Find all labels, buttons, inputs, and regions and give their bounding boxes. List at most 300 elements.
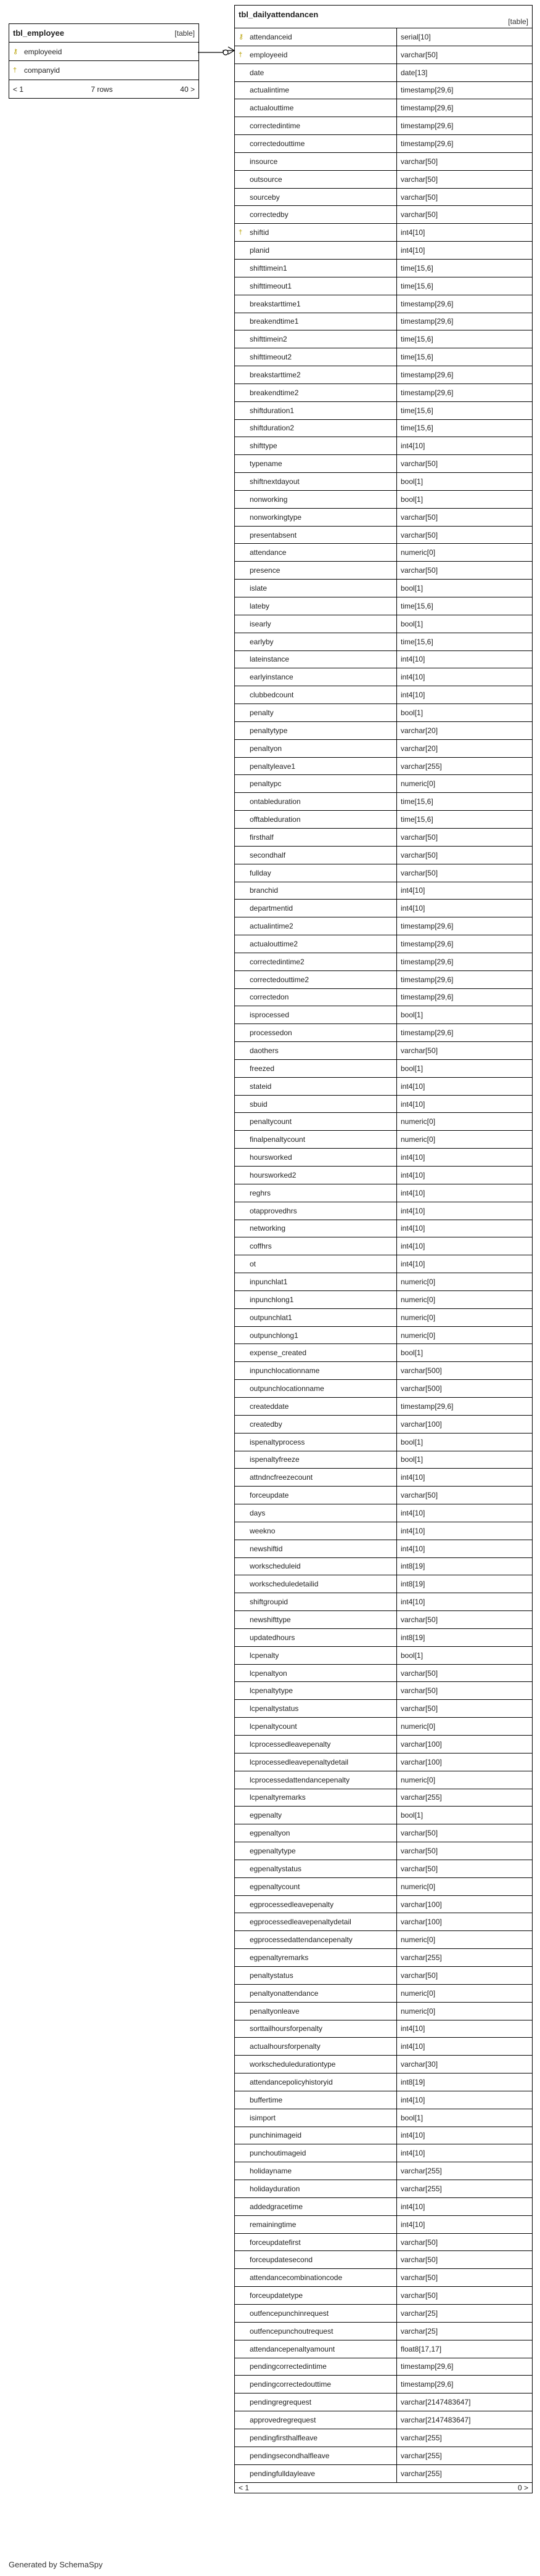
column-name-cell[interactable] (235, 668, 397, 686)
column-row (235, 1434, 532, 1451)
column-name-cell[interactable] (235, 1718, 397, 1735)
column-name-cell[interactable] (235, 1327, 397, 1344)
column-row (235, 935, 532, 953)
column-name-cell[interactable] (235, 242, 397, 259)
column-name: days (250, 1508, 266, 1517)
column-type-cell: numeric[0] (401, 1882, 436, 1891)
column-type-cell: varchar[255] (401, 2184, 442, 2194)
column-name: lcprocessedattendancepenalty (250, 1775, 350, 1784)
column-row (235, 1006, 532, 1024)
column-name-cell[interactable] (235, 1860, 397, 1877)
column-row (235, 384, 532, 402)
column-name-cell[interactable] (235, 117, 397, 134)
column-name: workscheduledurationtype (250, 2060, 336, 2069)
column-name-cell[interactable] (235, 1558, 397, 1575)
column-type-cell: int4[10] (401, 2220, 425, 2229)
column-name-cell[interactable] (235, 971, 397, 988)
column-name-cell[interactable] (235, 1398, 397, 1415)
column-name-cell[interactable] (235, 1931, 397, 1948)
column-name: pendingcorrectedintime (250, 2362, 327, 2371)
column-name-cell[interactable] (235, 1754, 397, 1771)
column-name-cell[interactable] (235, 1416, 397, 1433)
column-name: outsource (250, 174, 282, 184)
column-row (235, 2198, 532, 2216)
column-name-cell[interactable] (235, 366, 397, 384)
column-type-cell: int4[10] (401, 1170, 425, 1179)
column-name: newshiftid (250, 1544, 283, 1553)
column-name: updatedhours (250, 1633, 295, 1642)
column-name-cell[interactable] (9, 43, 198, 60)
column-name: earlyinstance (250, 673, 293, 682)
column-name-cell[interactable] (235, 2393, 397, 2411)
column-row (235, 2003, 532, 2020)
column-name-cell[interactable] (235, 1771, 397, 1789)
column-name: breakstarttime1 (250, 299, 301, 308)
column-name-cell[interactable] (235, 1487, 397, 1504)
column-name-cell[interactable] (235, 1078, 397, 1095)
children-count: 40 > (180, 84, 195, 94)
column-type-cell: timestamp[29,6] (401, 957, 454, 966)
column-type-cell: timestamp[29,6] (401, 1401, 454, 1411)
column-row (235, 171, 532, 189)
column-row (235, 1167, 532, 1184)
column-type-cell: varchar[255] (401, 2433, 442, 2442)
column-name-cell[interactable] (235, 722, 397, 739)
column-name-cell[interactable] (235, 2411, 397, 2429)
column-name: createdby (250, 1419, 282, 1429)
column-row (235, 1416, 532, 1434)
parents-count: < 1 (13, 84, 24, 94)
column-name-cell[interactable] (235, 580, 397, 597)
column-name-cell[interactable] (235, 1878, 397, 1895)
column-type-cell: int4[10] (401, 691, 425, 700)
column-name-cell[interactable] (235, 455, 397, 472)
column-name-cell[interactable] (235, 1789, 397, 1807)
column-name-cell[interactable] (235, 1540, 397, 1557)
column-type-cell: varchar[50] (401, 566, 438, 575)
column-name-cell[interactable] (235, 1273, 397, 1290)
column-row (235, 2020, 532, 2038)
column-type-cell: varchar[50] (401, 192, 438, 202)
column-name-cell[interactable] (235, 2340, 397, 2358)
column-row (235, 2162, 532, 2180)
column-name-cell[interactable] (235, 2127, 397, 2144)
column-row (235, 1078, 532, 1096)
column-name: stateid (250, 1081, 272, 1091)
column-name: holidayduration (250, 2184, 300, 2194)
column-name-cell[interactable] (235, 2287, 397, 2304)
column-name-cell[interactable] (235, 544, 397, 561)
column-name-cell[interactable] (235, 2216, 397, 2233)
column-name-cell[interactable] (235, 295, 397, 313)
column-row (235, 1913, 532, 1931)
column-row (235, 2287, 532, 2305)
column-row (235, 1042, 532, 1060)
column-name-cell[interactable] (235, 1362, 397, 1379)
column-name: lcpenaltycount (250, 1722, 297, 1731)
column-type-cell: varchar[50] (401, 2238, 438, 2247)
column-name-cell[interactable] (235, 900, 397, 917)
column-type-cell: varchar[50] (401, 1864, 438, 1873)
column-name: inpunchlong1 (250, 1295, 294, 1304)
column-type-cell: numeric[0] (401, 779, 436, 789)
column-name: islate (250, 584, 268, 593)
column-row (235, 1344, 532, 1362)
column-name-cell[interactable] (235, 775, 397, 792)
column-name-cell[interactable] (235, 224, 397, 241)
column-type-cell: numeric[0] (401, 1331, 436, 1340)
column-row (235, 2376, 532, 2393)
column-name-cell[interactable] (235, 1380, 397, 1397)
column-name-cell[interactable] (235, 1131, 397, 1148)
column-name-cell[interactable] (235, 402, 397, 419)
column-name: newshifttype (250, 1615, 291, 1625)
column-name-cell[interactable] (235, 509, 397, 526)
column-type-cell: bool[1] (401, 1064, 423, 1073)
column-type-cell: bool[1] (401, 494, 423, 504)
column-name: penalty (250, 708, 274, 717)
column-type-cell: timestamp[29,6] (401, 139, 454, 148)
column-name-cell[interactable] (235, 1309, 397, 1326)
column-type-cell: numeric[0] (401, 1117, 436, 1126)
column-row (235, 224, 532, 242)
column-type-cell: int4[10] (401, 1598, 425, 1607)
primary-key-icon: ⚷ (13, 48, 18, 55)
column-row (235, 509, 532, 527)
column-type-cell: varchar[50] (401, 2291, 438, 2300)
column-name-cell[interactable] (235, 847, 397, 864)
column-name-cell[interactable] (235, 1255, 397, 1273)
column-type-cell: int4[10] (401, 2042, 425, 2051)
column-row (235, 1113, 532, 1131)
column-name-cell[interactable] (235, 28, 397, 46)
column-name-cell[interactable] (235, 384, 397, 401)
column-name-cell[interactable] (235, 651, 397, 668)
column-name: workscheduleid (250, 1562, 301, 1571)
column-name-cell[interactable] (235, 1042, 397, 1059)
column-row (235, 1362, 532, 1380)
employee-table-name[interactable]: tbl_employee (13, 28, 65, 38)
column-name-cell[interactable] (235, 1202, 397, 1220)
column-name-cell[interactable] (235, 473, 397, 490)
column-name: typename (250, 459, 282, 469)
attendance-table (234, 5, 533, 2493)
column-name: correctedouttime (250, 139, 305, 148)
column-row (235, 1131, 532, 1149)
column-name-cell[interactable] (235, 1647, 397, 1664)
column-name-cell[interactable] (235, 135, 397, 152)
column-row (235, 2323, 532, 2340)
column-name-cell[interactable] (235, 99, 397, 117)
column-name-cell[interactable] (235, 2376, 397, 2393)
column-row (235, 811, 532, 829)
column-name-cell[interactable] (235, 189, 397, 206)
column-name: daothers (250, 1046, 279, 1056)
column-name: earlyby (250, 637, 274, 646)
column-name-cell[interactable] (235, 615, 397, 633)
column-type-cell: timestamp[29,6] (401, 388, 454, 397)
column-row (9, 43, 198, 61)
column-type-cell: numeric[0] (401, 1935, 436, 1945)
column-name-cell[interactable] (235, 953, 397, 970)
column-row (235, 295, 532, 313)
column-name-cell[interactable] (235, 206, 397, 223)
column-name-cell[interactable] (235, 1949, 397, 1966)
column-name-cell[interactable] (235, 1167, 397, 1184)
column-name: actualintime2 (250, 922, 293, 931)
column-name: attendance (250, 548, 287, 557)
column-name-cell[interactable] (235, 917, 397, 935)
column-row (235, 1220, 532, 1238)
column-type-cell: numeric[0] (401, 1135, 436, 1144)
column-name-cell[interactable] (235, 597, 397, 615)
column-name-cell[interactable] (235, 1736, 397, 1753)
column-row (235, 544, 532, 562)
column-name-cell[interactable] (235, 1611, 397, 1628)
column-type-cell: int4[10] (401, 1260, 425, 1269)
column-name: weekno (250, 1526, 276, 1535)
column-name-cell[interactable] (235, 277, 397, 295)
column-name-cell[interactable] (235, 686, 397, 703)
column-name-cell[interactable] (235, 2074, 397, 2091)
column-name-cell[interactable] (235, 1593, 397, 1610)
column-type-cell: varchar[20] (401, 744, 438, 753)
column-name-cell[interactable] (235, 2038, 397, 2055)
column-name-cell[interactable] (235, 1237, 397, 1255)
column-name-cell[interactable] (235, 2198, 397, 2215)
column-name-cell[interactable] (235, 2180, 397, 2197)
column-row (235, 2144, 532, 2162)
column-name: ot (250, 1260, 256, 1269)
column-name: outpunchlat1 (250, 1313, 292, 1322)
column-type-cell: numeric[0] (401, 548, 436, 557)
column-row (235, 189, 532, 207)
column-name-cell[interactable] (235, 2109, 397, 2127)
column-type-cell: timestamp[29,6] (401, 121, 454, 131)
column-type-cell: varchar[50] (401, 1491, 438, 1500)
column-name-cell[interactable] (235, 348, 397, 366)
column-name-cell[interactable] (235, 1629, 397, 1646)
column-name: egpenaltycount (250, 1882, 300, 1891)
column-name-cell[interactable] (235, 1807, 397, 1824)
column-name-cell[interactable] (235, 1824, 397, 1842)
column-row (235, 1896, 532, 1914)
column-row (235, 1647, 532, 1665)
column-name-cell[interactable] (235, 1184, 397, 1202)
column-name-cell[interactable] (9, 61, 198, 80)
column-name: shiftnextdayout (250, 477, 300, 486)
column-name: employeeid (250, 50, 288, 59)
column-name-cell[interactable] (235, 1504, 397, 1522)
column-type-cell: varchar[50] (401, 1046, 438, 1056)
column-name-cell[interactable] (235, 882, 397, 900)
column-name-cell[interactable] (235, 420, 397, 437)
column-row (235, 1024, 532, 1042)
column-type-cell: varchar[50] (401, 868, 438, 877)
column-row (235, 1665, 532, 1683)
column-name-cell[interactable] (235, 2234, 397, 2251)
column-name-cell[interactable] (235, 1344, 397, 1361)
column-name: sorttailhoursforpenalty (250, 2024, 323, 2033)
column-type-cell: int4[10] (401, 1508, 425, 1517)
column-type-cell: int4[10] (401, 1188, 425, 1197)
column-type-cell: bool[1] (401, 1011, 423, 1020)
column-name-cell[interactable] (235, 989, 397, 1006)
column-name: egprocessedleavepenaltydetail (250, 1918, 351, 1927)
column-name-cell[interactable] (235, 2020, 397, 2038)
column-name: breakendtime2 (250, 388, 299, 397)
column-row (235, 1184, 532, 1202)
column-name-cell[interactable] (235, 2162, 397, 2180)
column-name-cell[interactable] (235, 1682, 397, 1699)
column-name-cell[interactable] (235, 2429, 397, 2447)
column-name-cell[interactable] (235, 1149, 397, 1166)
column-name: lateby (250, 601, 270, 610)
column-name-cell[interactable] (235, 1434, 397, 1451)
column-type-cell: timestamp[29,6] (401, 975, 454, 984)
column-name-cell[interactable] (235, 704, 397, 721)
column-name: outpunchlocationname (250, 1384, 324, 1393)
column-name-cell[interactable] (235, 1451, 397, 1469)
column-name-cell[interactable] (235, 1913, 397, 1930)
column-name-cell[interactable] (235, 935, 397, 953)
column-name-cell[interactable] (235, 2091, 397, 2109)
column-name-cell[interactable] (235, 1842, 397, 1860)
column-row (235, 793, 532, 811)
column-name-cell[interactable] (235, 811, 397, 828)
column-name-cell[interactable] (235, 1291, 397, 1308)
column-name: egprocessedattendancepenalty (250, 1935, 353, 1945)
column-row (235, 1469, 532, 1487)
column-type-cell: time[15,6] (401, 263, 433, 273)
column-name-cell[interactable] (235, 527, 397, 544)
column-name: shiftid (250, 228, 269, 237)
column-name-cell[interactable] (235, 562, 397, 579)
column-name-cell[interactable] (235, 1700, 397, 1717)
column-name-cell[interactable] (235, 1575, 397, 1593)
column-row (235, 1398, 532, 1416)
column-name-cell[interactable] (235, 1060, 397, 1077)
column-name-cell[interactable] (235, 2144, 397, 2162)
column-name: remainingtime (250, 2220, 297, 2229)
column-type-cell: varchar[100] (401, 1419, 442, 1429)
column-row (235, 651, 532, 669)
column-row (235, 260, 532, 277)
attendance-table-name[interactable]: tbl_dailyattendancen (239, 10, 319, 19)
column-name: lateinstance (250, 655, 290, 664)
column-name-cell[interactable] (235, 1522, 397, 1540)
column-name-cell[interactable] (235, 740, 397, 757)
column-name-cell[interactable] (235, 491, 397, 508)
column-row (235, 971, 532, 989)
column-name-cell[interactable] (235, 829, 397, 846)
column-name-cell[interactable] (235, 260, 397, 277)
column-row (235, 989, 532, 1007)
column-name: penaltyonleave (250, 2006, 300, 2016)
column-name-cell[interactable] (235, 1469, 397, 1486)
column-type-cell: varchar[50] (401, 1686, 438, 1696)
column-row (235, 1451, 532, 1469)
column-name-cell[interactable] (235, 313, 397, 330)
column-name-cell[interactable] (235, 2447, 397, 2464)
column-name-cell[interactable] (235, 153, 397, 170)
column-name-cell[interactable] (235, 1665, 397, 1682)
column-type-cell: int8[19] (401, 1580, 425, 1589)
column-row (235, 1736, 532, 1754)
column-name-cell[interactable] (235, 2269, 397, 2286)
column-type-cell: int4[10] (401, 228, 425, 237)
column-name-cell[interactable] (235, 2358, 397, 2376)
column-name: correctedintime2 (250, 957, 305, 966)
column-type-cell: time[15,6] (401, 797, 433, 806)
column-name: actualhoursforpenalty (250, 2042, 321, 2051)
column-type-cell: varchar[20] (401, 726, 438, 735)
column-name-cell[interactable] (235, 2305, 397, 2322)
column-row (235, 1273, 532, 1291)
column-name-cell[interactable] (235, 2251, 397, 2268)
column-name: presence (250, 566, 280, 575)
column-name-cell[interactable] (235, 1096, 397, 1113)
column-name: lcprocessedleavepenalty (250, 1739, 331, 1749)
column-row (235, 758, 532, 776)
column-row (235, 1807, 532, 1824)
column-row (9, 61, 198, 80)
column-name: shifttimein1 (250, 263, 287, 273)
column-name-cell[interactable] (235, 2323, 397, 2340)
column-name-cell[interactable] (235, 171, 397, 188)
column-name-cell[interactable] (235, 1985, 397, 2002)
column-name-cell[interactable] (235, 633, 397, 650)
column-name-cell[interactable] (235, 2056, 397, 2073)
column-row (235, 313, 532, 331)
column-name-cell[interactable] (235, 82, 397, 99)
column-name-cell[interactable] (235, 864, 397, 882)
column-name-cell[interactable] (235, 46, 397, 64)
column-name-cell[interactable] (235, 2003, 397, 2020)
column-name-cell[interactable] (235, 758, 397, 775)
column-name-cell[interactable] (235, 64, 397, 81)
crowfoot-icon (228, 47, 234, 54)
column-name-cell[interactable] (235, 2465, 397, 2483)
column-row (235, 1237, 532, 1255)
column-name-cell[interactable] (235, 1220, 397, 1237)
column-name-cell[interactable] (235, 1006, 397, 1023)
column-name: otapprovedhrs (250, 1206, 297, 1215)
column-name-cell[interactable] (235, 793, 397, 810)
column-name-cell[interactable] (235, 1967, 397, 1984)
column-type-cell: numeric[0] (401, 1295, 436, 1304)
column-name: date (250, 68, 264, 77)
column-row (235, 2429, 532, 2447)
column-type-cell: varchar[50] (401, 832, 438, 842)
column-type-cell: varchar[50] (401, 2255, 438, 2265)
column-type-cell: int4[10] (401, 2095, 425, 2104)
column-name-cell[interactable] (235, 1024, 397, 1041)
column-name-cell[interactable] (235, 437, 397, 454)
column-type-cell: timestamp[29,6] (401, 86, 454, 95)
column-name: attendancepenaltyamount (250, 2344, 335, 2353)
attendance-table-footer (235, 2482, 532, 2493)
column-row (235, 1327, 532, 1345)
column-row (235, 1967, 532, 1985)
column-name-cell[interactable] (235, 1896, 397, 1913)
column-name-cell[interactable] (235, 330, 397, 348)
column-type-cell: int4[10] (401, 1224, 425, 1233)
column-name-cell[interactable] (235, 1113, 397, 1130)
column-type-cell: varchar[100] (401, 1900, 442, 1909)
column-type-cell: varchar[2147483647] (401, 2415, 471, 2424)
column-row (235, 277, 532, 295)
